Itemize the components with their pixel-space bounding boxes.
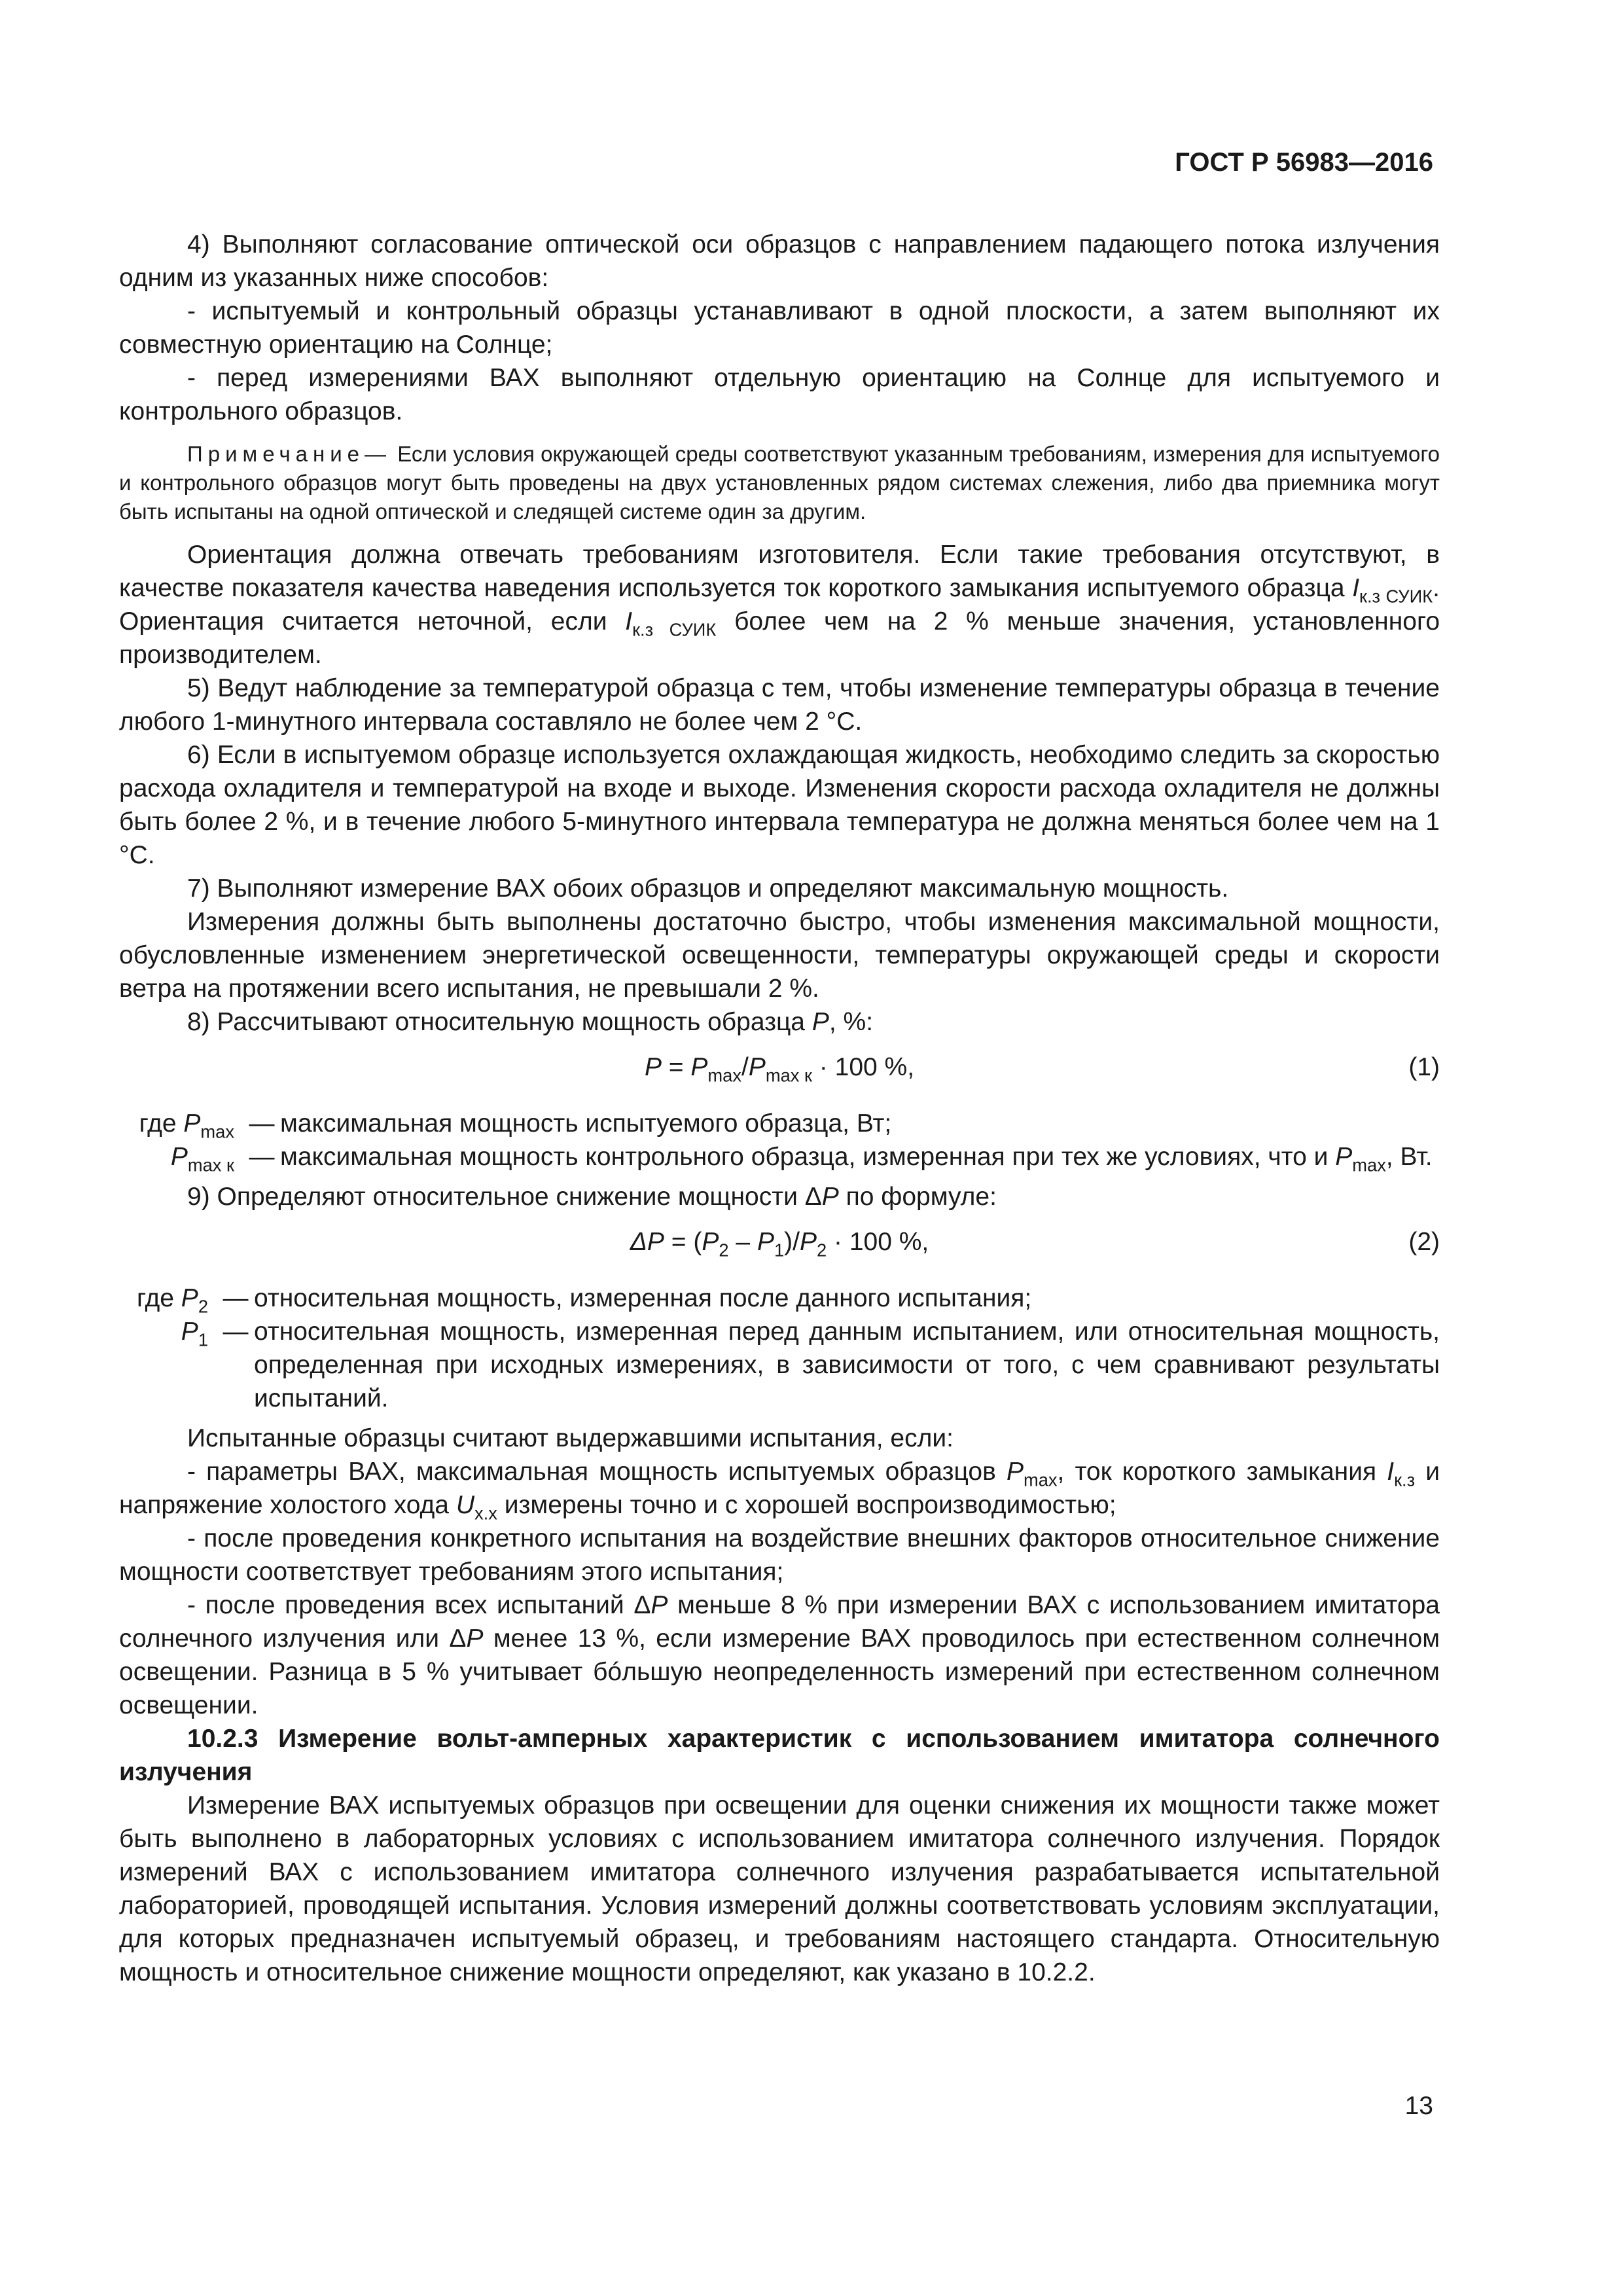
legend-symbol: где $P_{max}$ (139, 1109, 234, 1142)
paragraph-4: 4) Выполняют согласование оптической оси образцов с направлением падающего потока излучения одним из указанных ниже способов: (119, 230, 1440, 292)
list-item-same-plane: - испытуемый и контрольный образцы устанавливают в одной плоскости, а затем выполняют их совместную ориентацию на Солнце; (119, 297, 1440, 359)
legend-symbol: $P_{max к}$ (170, 1143, 234, 1175)
note-label: Примечание— (187, 442, 392, 466)
standard-header: ГОСТ Р 56983—2016 (1175, 148, 1433, 177)
list-item-after-test: - после проведения конкретного испытания на воздействие внешних факторов относительное снижение мощности соответствует требованиям этого испытания; (119, 1524, 1440, 1586)
document-body (119, 228, 1440, 1989)
formula-2-expression: $\Delta P = (P_2 - P_1)/P_2 \cdot 100$ %, (630, 1228, 929, 1261)
paragraph-simulator: Измерение ВАХ испытуемых образцов при освещении для оценки снижения их мощности также может быть выполнено в лабораторных условиях с использованием имитатора солнечного излучения. Порядок измерений ВАХ с использованием имитатора солнечного излучения разрабатывается испытательной лабораторией, проводящей испытания. Условия измерений должны соответствовать условиям эксплуатации, для которых предназначен испытуемый образец, и требованиям настоящего стандарта. Относительную мощность и относительное снижение мощности определяют, как указано в 10.2.2. (119, 1791, 1440, 1986)
paragraph-8: 8) Рассчитывают относительную мощность образца P, %: (187, 1008, 874, 1036)
formula-2 (119, 1225, 1440, 1267)
list-item-separate-orientation: - перед измерениями ВАХ выполняют отдельную ориентацию на Солнце для испытуемого и контрольного образцов. (119, 364, 1440, 425)
legend-text: относительная мощность, измеренная перед данным испытанием, или относительная мощность, определенная при исходных измерениях, в зависимости от того, с чем сравнивают результаты испытаний. (254, 1318, 1440, 1412)
paragraph-orientation: Ориентация должна отвечать требованиям изготовителя. Если такие требования отсутствуют, в качестве показателя качества наведения используется ток короткого замыкания испытуемого образца $I_{к.з СУИК}$. Ориентация считается неточной, если $I_{к.з СУИК}$ более чем на 2 % меньше значения, установленного производителем. (119, 541, 1440, 669)
paragraph-9: 9) Определяют относительное снижение мощности ΔP по формуле: (187, 1183, 997, 1211)
formula-1-expression: $P = P_{max}/P_{max к} \cdot 100$ %, (644, 1053, 915, 1086)
legend-text: относительная мощность, измеренная после данного испытания; (254, 1284, 1032, 1312)
legend-symbol: $P_1$ (181, 1318, 208, 1350)
legend-text: максимальная мощность контрольного образца, измеренная при тех же условиях, что и $P_{max}$, Вт. (280, 1143, 1433, 1175)
list-item-parameters: - параметры ВАХ, максимальная мощность испытуемых образцов $P_{max}$, ток короткого замыкания $I_{к.з}$ и напряжение холостого хода $U_{х.х}$ измерены точно и с хорошей воспроизводимостью; (119, 1458, 1440, 1524)
paragraph-acceptance: Испытанные образцы считают выдержавшими испытания, если: (187, 1424, 954, 1452)
section-heading: 10.2.3 Измерение вольт-амперных характеристик с использованием имитатора солнечного излучения (119, 1725, 1440, 1786)
list-item-after-all-tests: - после проведения всех испытаний ΔP меньше 8 % при измерении ВАХ с использованием имитатора солнечного излучения или ΔP менее 13 %, если измерение ВАХ проводилось при естественном солнечном освещении. Разница в 5 % учитывает бóльшую неопределенность измерений при естественном солнечном освещении. (119, 1591, 1440, 1719)
note-text: Если условия окружающей среды соответствуют указанным требованиям, измерения для испытуемого и контрольного образцов могут быть проведены на двух установленных рядом системах слежения, либо два приемника могут быть испытаны на одной оптической и следящей системе один за другим. (119, 442, 1440, 524)
legend-text: максимальная мощность испытуемого образца, Вт; (280, 1109, 892, 1138)
paragraph-5: 5) Ведут наблюдение за температурой образца с тем, чтобы изменение температуры образца в течение любого 1-минутного интервала составляло не более чем 2 °С. (119, 674, 1440, 736)
legend-symbol: где $P_2$ (137, 1284, 208, 1317)
page-number: 13 (1404, 2092, 1433, 2120)
paragraph-7: 7) Выполняют измерение ВАХ обоих образцов и определяют максимальную мощность. (187, 874, 1229, 903)
formula-1 (119, 1050, 1440, 1092)
paragraph-measurement-speed: Измерения должны быть выполнены достаточно быстро, чтобы изменения максимальной мощности, обусловленные изменением энергетической освещенности, температуры окружающей среды и скорости ветра на протяжении всего испытания, не превышали 2 %. (119, 908, 1440, 1003)
paragraph-6: 6) Если в испытуемом образце используется охлаждающая жидкость, необходимо следить за скоростью расхода охладителя и температурой на входе и выходе. Изменения скорости расхода охладителя не должны быть более 2 %, и в течение любого 5-минутного интервала температура не должна меняться более чем на 1 °С. (119, 741, 1440, 869)
formula-1-number: (1) (1408, 1053, 1440, 1081)
formula-1-legend: где $P_{max}$ — максимальная мощность испытуемого образца, Вт; $P_{max к}$ — максимальная мощность контрольного образца, измеренная при тех же условиях, что и $P_{max}$, Вт. (119, 1107, 1440, 1174)
formula-2-legend: где $P_2$ — относительная мощность, измеренная после данного испытания; $P_1$ — относительная мощность, измеренная перед данным испытанием, или относительная мощность, определенная при исходных измерениях, в зависимости от того, с чем сравнивают результаты испытаний. (119, 1282, 1440, 1415)
note (119, 440, 1440, 526)
formula-2-number: (2) (1408, 1228, 1440, 1256)
